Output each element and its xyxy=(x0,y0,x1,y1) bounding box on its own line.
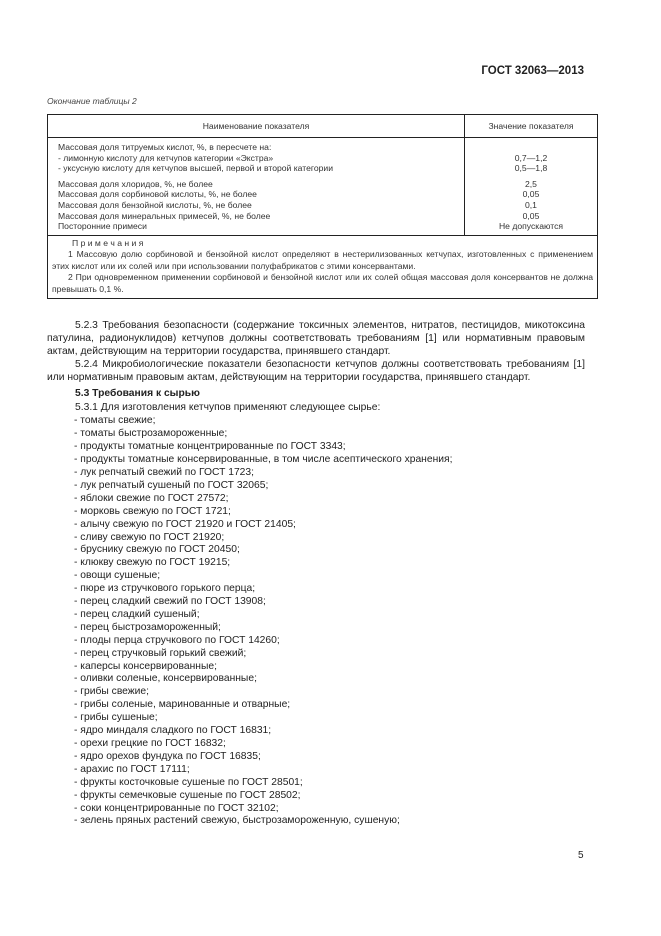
row-value: 0,05 xyxy=(522,189,540,200)
list-item: - каперсы консервированные; xyxy=(74,660,217,672)
row-name: Массовая доля сорбиновой кислоты, %, не более xyxy=(58,189,257,200)
list-item: - орехи грецкие по ГОСТ 16832; xyxy=(74,738,226,749)
row-name: - уксусную кислоту для кетчупов высшей, первой и второй категории xyxy=(58,163,333,174)
list-item: - томаты быстрозамороженные; xyxy=(74,428,228,440)
raw-materials-list xyxy=(47,415,585,828)
list-item: - грибы сушеные; xyxy=(74,712,158,724)
row-value: Не допускаются xyxy=(498,221,564,232)
list-item: - грибы свежие; xyxy=(74,686,150,698)
row-value: 2,5 xyxy=(525,178,537,189)
list-item: - соки концентрированные по ГОСТ 32102; xyxy=(74,802,279,814)
list-item: - лук репчатый сушеный по ГОСТ 32065; xyxy=(74,479,269,491)
list-item: - лук репчатый свежий по ГОСТ 1723; xyxy=(74,466,254,478)
paragraph-5-2-4: 5.2.4 Микробиологические показатели безопасности кетчупов должны соответствовать требованиям [1] или нормативным правовым актам, действующим на территории государства, принявшего стандарт. xyxy=(47,358,585,383)
row-value: 0,7—1,2 xyxy=(514,152,548,163)
row-name: Массовая доля хлоридов, %, не более xyxy=(58,178,213,189)
paragraph-5-3-1: 5.3.1 Для изготовления кетчупов применяют следующее сырье: xyxy=(75,402,381,414)
list-item: - продукты томатные консервированные, в том числе асептического хранения; xyxy=(74,454,453,466)
notes-title: П р и м е ч а н и я xyxy=(72,237,144,248)
paragraph-5-2-3: 5.2.3 Требования безопасности (содержание токсичных элементов, нитратов, пестицидов, микотоксина патулина, радионуклидов) кетчупов должны соответствовать требованиям [1] или нормативным правовым актам, действующим на территории государства, принявшего стандарт. xyxy=(47,320,585,357)
list-item: - фрукты косточковые сушеные по ГОСТ 28501; xyxy=(74,776,303,788)
list-item: - клюкву свежую по ГОСТ 19215; xyxy=(74,557,231,569)
list-item: - бруснику свежую по ГОСТ 20450; xyxy=(74,544,240,556)
list-item: - продукты томатные концентрированные по ГОСТ 3343; xyxy=(74,441,346,453)
list-item: - грибы соленые, маринованные и отварные; xyxy=(74,699,291,711)
list-item: - ядро орехов фундука по ГОСТ 16835; xyxy=(74,750,261,762)
note: 1 Массовую долю сорбиновой и бензойной кислот определяют в нестерилизованных кетчупах, изготовленных с применением этих кислот или их солей или при использовании полуфабрикатов с этими консервантами. xyxy=(52,249,593,271)
table-caption: Окончание таблицы 2 xyxy=(47,96,137,106)
note: 2 При одновременном применении сорбиновой и бензойной кислот или их солей общая массовая доля консервантов не должна превышать 0,1 %. xyxy=(52,272,593,294)
list-item: - алычу свежую по ГОСТ 21920 и ГОСТ 21405; xyxy=(74,518,296,530)
row-name: Массовая доля бензойной кислоты, %, не более xyxy=(58,199,252,210)
body-text xyxy=(47,320,585,828)
row-name: Массовая доля титруемых кислот, %, в пересчете на: xyxy=(58,142,272,152)
list-item: - оливки соленые, консервированные; xyxy=(74,673,257,685)
list-item: - перец стручковый горький свежий; xyxy=(74,647,247,659)
list-item: - фрукты семечковые сушеные по ГОСТ 28502; xyxy=(74,789,301,801)
row-value: 0,1 xyxy=(525,199,537,210)
list-item: - пюре из стручкового горького перца; xyxy=(74,583,256,595)
list-item: - морковь свежую по ГОСТ 1721; xyxy=(74,505,231,517)
list-item: - овощи сушеные; xyxy=(74,570,161,582)
list-item: - арахис по ГОСТ 17111; xyxy=(74,763,190,775)
list-item: - зелень пряных растений свежую, быстрозамороженную, сушеную; xyxy=(74,815,400,827)
list-item: - томаты свежие; xyxy=(74,415,156,427)
list-item: - перец быстрозамороженный; xyxy=(74,621,221,633)
section-heading-5-3: 5.3 Требования к сырью xyxy=(75,387,200,399)
document-header: ГОСТ 32063—2013 xyxy=(481,65,584,77)
row-value: 0,05 xyxy=(522,210,540,221)
list-item: - ядро миндаля сладкого по ГОСТ 16831; xyxy=(74,725,272,737)
list-item: - перец сладкий сушеный; xyxy=(74,608,200,620)
list-item: - перец сладкий свежий по ГОСТ 13908; xyxy=(74,596,266,608)
column-header: Значение показателя xyxy=(465,115,598,138)
row-name: - лимонную кислоту для кетчупов категории «Экстра» xyxy=(58,152,274,163)
list-item: - яблоки свежие по ГОСТ 27572; xyxy=(74,492,229,504)
table-notes xyxy=(48,235,598,299)
row-name: Массовая доля минеральных примесей, %, не более xyxy=(58,210,271,221)
list-item: - плоды перца стручкового по ГОСТ 14260; xyxy=(74,634,280,646)
list-item: - сливу свежую по ГОСТ 21920; xyxy=(74,531,225,543)
indicators-table xyxy=(47,114,598,299)
page-number: 5 xyxy=(578,850,584,861)
row-value: 0,5—1,8 xyxy=(514,163,548,174)
row-name: Посторонние примеси xyxy=(58,221,147,232)
column-header: Наименование показателя xyxy=(48,115,465,138)
